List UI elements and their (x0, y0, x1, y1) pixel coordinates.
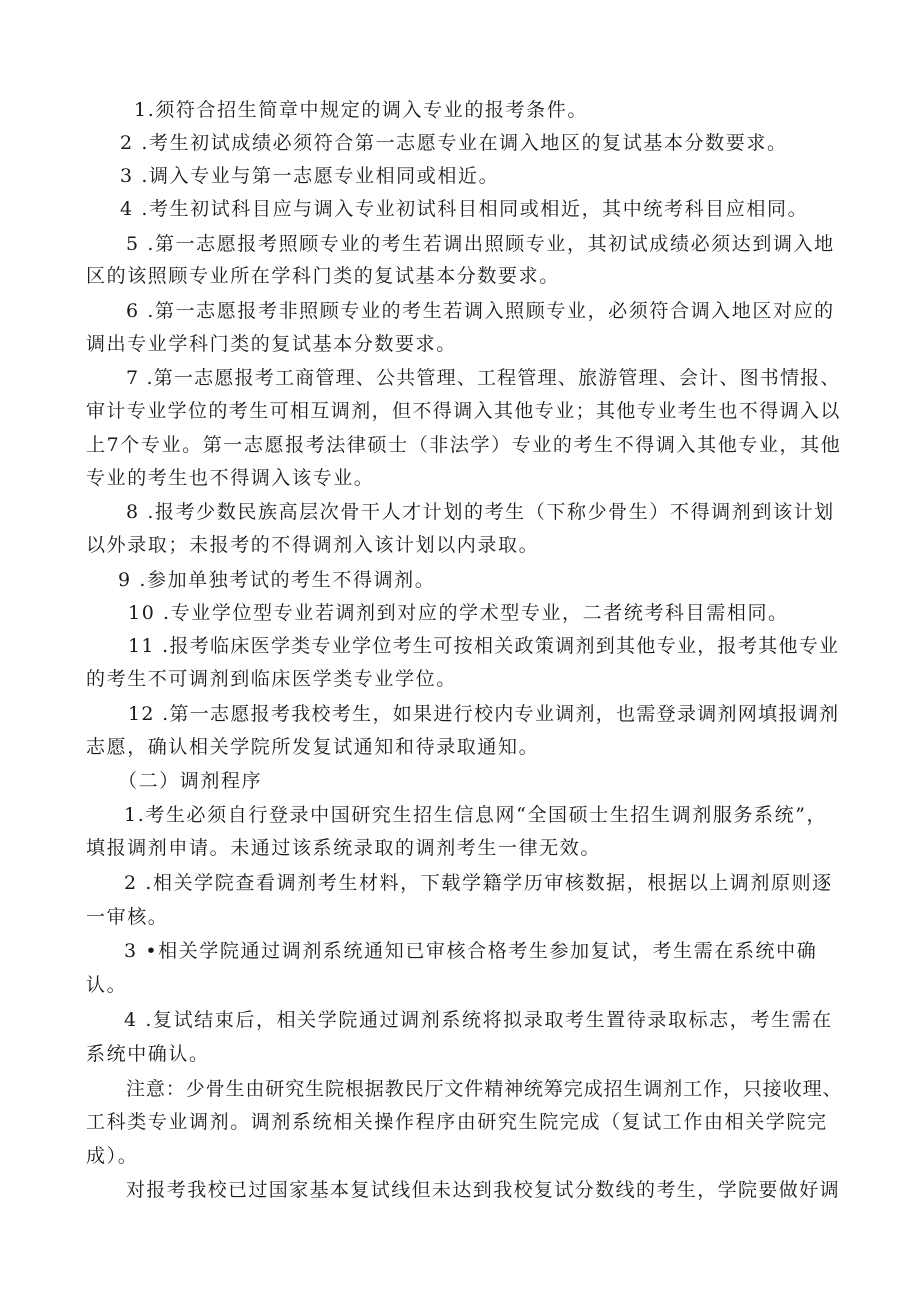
text-line: 2 .考生初试成绩必须符合第一志愿专业在调入地区的复试基本分数要求。 (120, 132, 788, 154)
text-line: 区的该照顾专业所在学科门类的复试基本分数要求。 (86, 265, 560, 287)
text-line: 系统中确认。 (86, 1043, 210, 1065)
text-line: 1.须符合招生简章中规定的调入专业的报考条件。 (134, 99, 588, 121)
text-line: 3 •相关学院通过调剂系统通知已审核合格考生参加复试，考生需在系统中确 (124, 940, 818, 962)
text-line: 的考生不可调剂到临床医学类专业学位。 (86, 668, 457, 690)
text-line: 9 .参加单独考试的考生不得调剂。 (118, 569, 436, 591)
note-line: 成）。 (86, 1145, 139, 1167)
text-line: 审计专业学位的考生可相互调剂，但不得调入其他专业；其他专业考生也不得调入以 (86, 400, 841, 422)
note-line: 注意：少骨生由研究生院根据教民厅文件精神统筹完成招生调剂工作，只接收理、 (126, 1078, 843, 1100)
text-line: 专业的考生也不得调入该专业。 (86, 467, 375, 489)
text-line: 2 .相关学院查看调剂考生材料，下载学籍学历审核数据，根据以上调剂原则逐 (124, 872, 833, 894)
text-line: 对报考我校已过国家基本复试线但未达到我校复试分数线的考生，学院要做好调 (126, 1179, 841, 1201)
section-heading: （二）调剂程序 (118, 770, 263, 792)
text-line: 调出专业学科门类的复试基本分数要求。 (86, 333, 457, 355)
text-line: 上7个专业。第一志愿报考法律硕士（非法学）专业的考生不得调入其他专业，其他 (86, 434, 842, 456)
text-line: 10 .专业学位型专业若调剂到对应的学术型专业，二者统考科目需相同。 (128, 602, 789, 624)
text-line: 志愿，确认相关学院所发复试通知和待录取通知。 (86, 736, 540, 758)
text-line: 认。 (86, 974, 128, 996)
text-line: 7 .第一志愿报考工商管理、公共管理、工程管理、旅游管理、会计、图书情报、 (126, 367, 841, 389)
text-line: 11 .报考临床医学类专业学位考生可按相关政策调剂到其他专业，报考其他专业 (128, 635, 840, 657)
text-line: 5 .第一志愿报考照顾专业的考生若调出照顾专业，其初试成绩必须达到调入地 (126, 233, 835, 255)
note-line: 工科类专业调剂。调剂系统相关操作程序由研究生院完成（复试工作由相关学院完 (86, 1111, 828, 1133)
text-line: 8 .报考少数民族高层次骨干人才计划的考生（下称少骨生）不得调剂到该计划 (126, 501, 835, 523)
text-line: 一审核。 (86, 906, 169, 928)
text-line: 以外录取；未报考的不得调剂入该计划以内录取。 (86, 534, 540, 556)
text-line: 12 .第一志愿报考我校考生，如果进行校内专业调剂，也需登录调剂网填报调剂 (128, 703, 840, 725)
text-line: 4 .复试结束后，相关学院通过调剂系统将拟录取考生置待录取标志，考生需在 (124, 1009, 833, 1031)
text-line: 3 .调入专业与第一志愿专业相同或相近。 (120, 165, 500, 187)
text-line: 6 .第一志愿报考非照顾专业的考生若调入照顾专业，必须符合调入地区对应的 (126, 300, 835, 322)
text-line: 填报调剂申请。未通过该系统录取的调剂考生一律无效。 (86, 837, 602, 859)
text-line: 1.考生必须自行登录中国研究生招生信息网“全国硕士生招生调剂服务系统”， (124, 804, 828, 826)
text-line: 4 .考生初试科目应与调入专业初试科目相同或相近，其中统考科目应相同。 (120, 198, 809, 220)
